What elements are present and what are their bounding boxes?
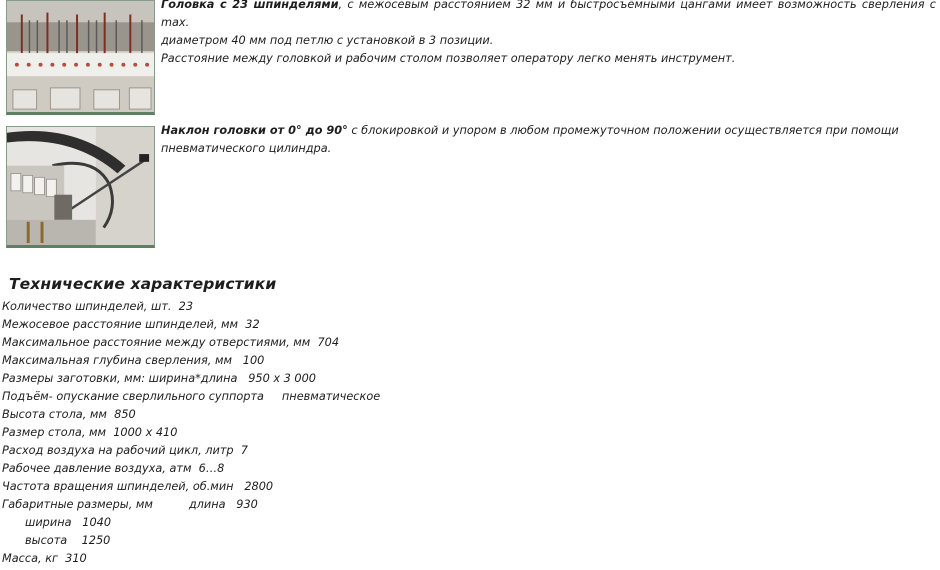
- drilling-head-line-1: [161, 0, 936, 32]
- head-tilt-heading: Наклон головки от 0° до 90°: [161, 124, 348, 137]
- spec-row: Рабочее давление воздуха, атм 6…8: [2, 462, 225, 475]
- spec-row: Размеры заготовки, мм: ширина*длина 950 x 3 000: [2, 372, 316, 385]
- spec-row: Максимальное расстояние между отверстиями, мм 704: [2, 336, 340, 349]
- spec-row: Габаритные размеры, мм длина 930: [2, 498, 258, 511]
- head-tilt-text-2: пневматического цилиндра.: [161, 142, 332, 155]
- head-tilt-text-1: с блокировкой и упором в любом промежуточном положении осуществляется при помощи: [347, 124, 899, 137]
- drilling-head-heading: Головка с 23 шпинделями: [161, 0, 339, 11]
- spec-row-height: высота 1250: [25, 534, 111, 547]
- spec-row: Размер стола, мм 1000 x 410: [2, 426, 178, 439]
- spec-row: Частота вращения шпинделей, об.мин 2800: [2, 480, 274, 493]
- specs-title: Технические характеристики: [9, 275, 277, 293]
- spec-row: Расход воздуха на рабочий цикл, литр 7: [2, 444, 248, 457]
- drilling-head-text-1: , с межосевым расстоянием 32 мм и быстросъёмными цангами имеет возможность сверления с max.: [161, 0, 936, 29]
- head-tilt-photo: [6, 126, 155, 248]
- spec-row: Максимальная глубина сверления, мм 100: [2, 354, 265, 367]
- spec-row-width: ширина 1040: [25, 516, 112, 529]
- spec-row: Межосевое расстояние шпинделей, мм 32: [2, 318, 260, 331]
- spec-row-mass: Масса, кг 310: [2, 552, 87, 565]
- drilling-head-text-3: Расстояние между головкой и рабочим столом позволяет оператору легко менять инструмент.: [161, 52, 736, 65]
- drilling-head-text-2: диаметром 40 мм под петлю с установкой в 3 позиции.: [161, 34, 494, 47]
- head-tilt-description: [161, 122, 936, 158]
- drilling-head-photo: [6, 0, 155, 115]
- drilling-head-description: [161, 0, 936, 68]
- spec-row: Подъём- опускание сверлильного суппорта пневматическое: [2, 390, 381, 403]
- spec-row: Высота стола, мм 850: [2, 408, 136, 421]
- head-tilt-line-1: [161, 122, 936, 140]
- spec-row: Количество шпинделей, шт. 23: [2, 300, 194, 313]
